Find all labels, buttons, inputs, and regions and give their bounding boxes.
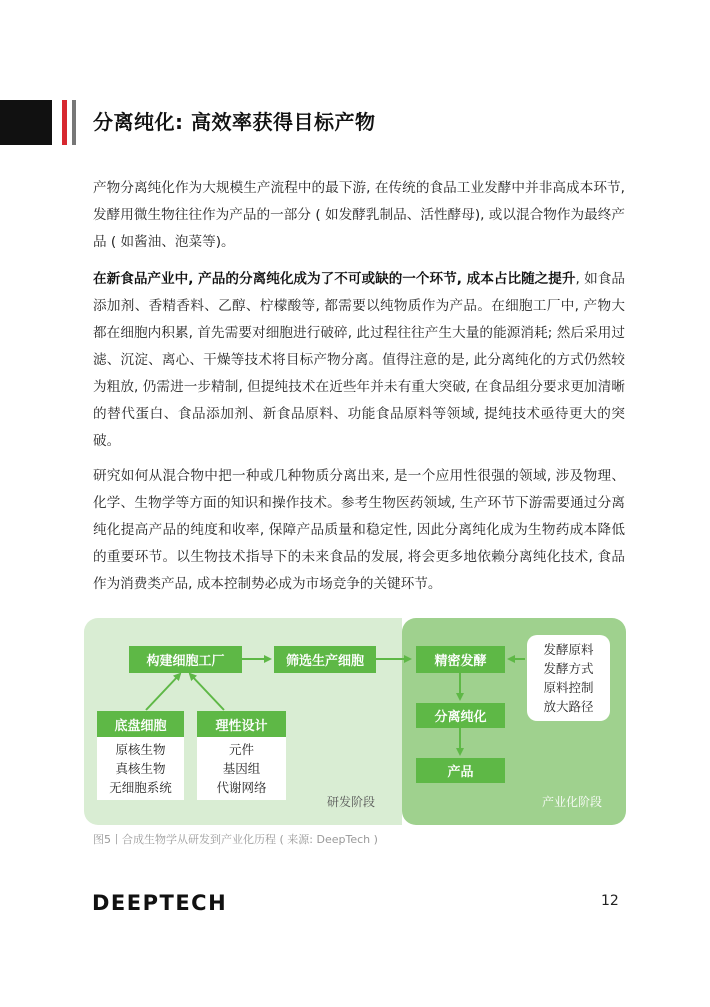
- chassis-cells-box: 底盘细胞: [97, 711, 184, 737]
- chassis-cells-list: [97, 737, 184, 800]
- design-item: 元件: [228, 742, 254, 757]
- fermentation-item: 发酵原料: [543, 642, 594, 657]
- page-number: 12: [601, 893, 619, 909]
- paragraph-3: 研究如何从混合物中把一种或几种物质分离出来, 是一个应用性很强的领域, 涉及物理、化学、生物学等方面的知识和操作技术。参考生物医药领域, 生产环节下游需要通过分离纯化提高产品的纯度和收率, 保障产品质量和稳定性, 因此分离纯化成为生物药成本降低的重要环节。以生物技术指导下的未来食品的发展, 将会更多地依赖分离纯化技术, 食品作为消费类产品, 成本控制势必成为市场竞争的关键环节。: [93, 468, 625, 592]
- design-item: 代谢网络: [216, 780, 267, 795]
- chassis-item: 真核生物: [115, 761, 166, 776]
- header-black-block: [0, 100, 52, 145]
- precision-fermentation-box: 精密发酵: [416, 646, 505, 673]
- fermentation-item: 发酵方式: [543, 661, 594, 676]
- rd-stage-label: 研发阶段: [327, 795, 376, 809]
- chassis-item: 无细胞系统: [109, 780, 172, 795]
- fermentation-item: 原料控制: [543, 680, 594, 695]
- paragraph-2: [93, 266, 625, 455]
- paragraph-2-rest: , 如食品添加剂、香精香料、乙醇、柠檬酸等, 都需要以纯物质作为产品。在细胞工厂中, 产物大都在细胞内积累, 首先需要对细胞进行破碎, 此过程往往产生大量的能源消耗; 然后采用过滤、沉淀、离心、干燥等技术将目标产物分离。值得注意的是, 此分离纯化的方式仍然较为粗放, 仍需进一步精制, 但提纯技术在近些年并未有重大突破, 在食品组分要求更加清晰的替代蛋白、食品添加剂、新食品原料、功能食品原料等领域, 提纯技术亟待更大的突破。: [93, 271, 625, 449]
- section-title: 分离纯化: 高效率获得目标产物: [93, 110, 376, 134]
- paragraph-2-bold: 在新食品产业中, 产品的分离纯化成为了不可或缺的一个环节, 成本占比随之提升: [93, 271, 576, 287]
- rational-design-box: 理性设计: [197, 711, 286, 737]
- figure-caption: 图5丨合成生物学从研发到产业化历程 ( 来源: DeepTech ): [93, 833, 378, 846]
- design-item: 基因组: [222, 761, 261, 776]
- build-cell-factory-box: 构建细胞工厂: [129, 646, 242, 673]
- logo-text: DEEPTECH: [92, 891, 228, 915]
- paragraph-1: 产物分离纯化作为大规模生产流程中的最下游, 在传统的食品工业发酵中并非高成本环节, 发酵用微生物往往作为产品的一部分 ( 如发酵乳制品、活性酵母), 或以混合物作为最终产品 ( 如酱油、泡菜等)。: [93, 180, 625, 250]
- fermentation-parameters-box: [527, 635, 610, 721]
- separation-purification-box: 分离纯化: [416, 703, 505, 728]
- chassis-item: 原核生物: [115, 742, 166, 757]
- header-gray-bar: [72, 100, 76, 145]
- product-box: 产品: [416, 758, 505, 783]
- header-red-bar: [62, 100, 67, 145]
- industrial-stage-label: 产业化阶段: [542, 795, 603, 809]
- rational-design-list: [197, 737, 286, 800]
- deeptech-logo: [92, 891, 227, 915]
- synbio-flow-diagram: [84, 618, 626, 825]
- screen-production-cells-box: 筛选生产细胞: [274, 646, 376, 673]
- fermentation-item: 放大路径: [543, 699, 594, 714]
